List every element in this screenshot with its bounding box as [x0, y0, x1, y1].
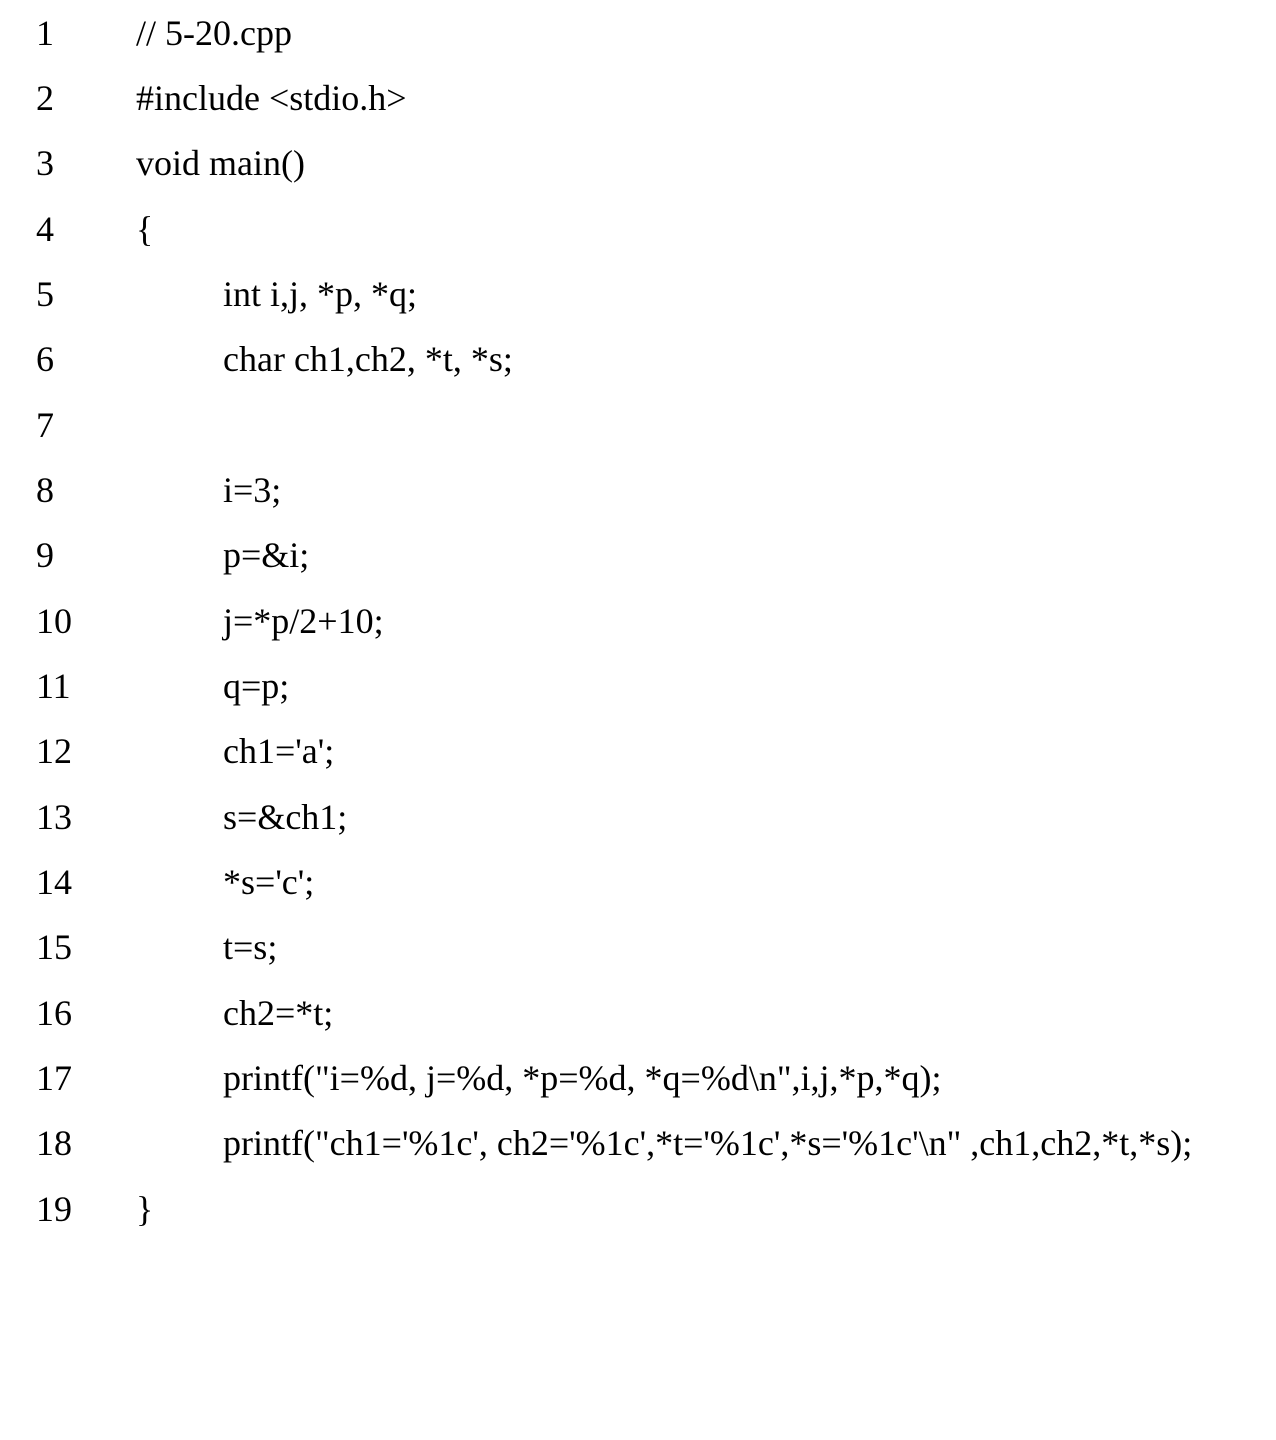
code-line-5 [0, 261, 1276, 327]
line-number: 4 [36, 209, 54, 249]
line-number: 2 [36, 78, 54, 118]
line-code: { [136, 209, 154, 249]
line-code: void main() [136, 143, 305, 183]
line-number: 10 [36, 601, 72, 641]
line-number: 9 [36, 535, 54, 575]
code-line-9 [0, 522, 1276, 588]
code-line-3 [0, 130, 1276, 196]
line-code: #include <stdio.h> [136, 78, 407, 118]
line-code: char ch1,ch2, *t, *s; [223, 339, 513, 379]
line-code: printf("i=%d, j=%d, *p=%d, *q=%d\n",i,j,*p,*q); [223, 1058, 942, 1098]
code-line-6 [0, 326, 1276, 392]
code-line-8 [0, 457, 1276, 523]
line-number: 13 [36, 797, 72, 837]
code-line-12 [0, 718, 1276, 784]
code-line-7 [0, 392, 1276, 458]
line-code: ch1='a'; [223, 731, 335, 771]
code-line-4 [0, 196, 1276, 262]
line-number: 17 [36, 1058, 72, 1098]
line-code: i=3; [223, 470, 282, 510]
line-code: *s='c'; [223, 862, 315, 902]
line-number: 5 [36, 274, 54, 314]
code-line-18 [0, 1110, 1276, 1176]
line-number: 3 [36, 143, 54, 183]
line-number: 8 [36, 470, 54, 510]
line-code: int i,j, *p, *q; [223, 274, 418, 314]
line-code: printf("ch1='%1c', ch2='%1c',*t='%1c',*s='%1c'\n" ,ch1,ch2,*t,*s); [223, 1123, 1193, 1163]
code-line-17 [0, 1045, 1276, 1111]
line-number: 14 [36, 862, 72, 902]
code-line-14 [0, 849, 1276, 915]
code-line-2 [0, 65, 1276, 131]
line-code: } [136, 1189, 154, 1229]
line-number: 16 [36, 993, 72, 1033]
line-code: t=s; [223, 927, 278, 967]
code-line-19 [0, 1176, 1276, 1242]
code-line-16 [0, 980, 1276, 1046]
line-number: 12 [36, 731, 72, 771]
line-number: 18 [36, 1123, 72, 1163]
line-code: q=p; [223, 666, 290, 706]
code-line-11 [0, 653, 1276, 719]
line-number: 7 [36, 405, 54, 445]
line-number: 15 [36, 927, 72, 967]
code-line-1 [0, 0, 1276, 66]
code-line-15 [0, 914, 1276, 980]
line-code: ch2=*t; [223, 993, 334, 1033]
line-number: 6 [36, 339, 54, 379]
code-line-10 [0, 588, 1276, 654]
line-code: // 5-20.cpp [136, 13, 292, 53]
line-code: j=*p/2+10; [223, 601, 384, 641]
line-code: s=&ch1; [223, 797, 348, 837]
line-number: 19 [36, 1189, 72, 1229]
line-number: 11 [36, 666, 71, 706]
code-line-13 [0, 784, 1276, 850]
line-code: p=&i; [223, 535, 310, 575]
line-number: 1 [36, 13, 54, 53]
